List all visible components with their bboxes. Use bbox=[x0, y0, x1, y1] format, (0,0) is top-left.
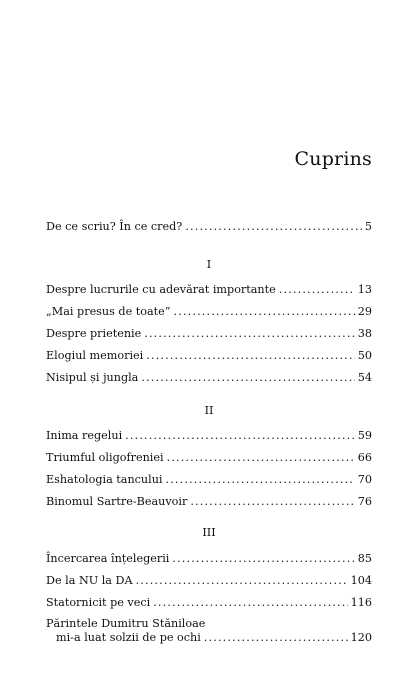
toc-entry-title: De la NU la DA bbox=[46, 574, 133, 587]
toc-entry-title: Încercarea înțelegerii bbox=[46, 552, 170, 565]
dot-leader bbox=[190, 495, 354, 509]
toc-entry bbox=[46, 429, 372, 443]
toc-entry-title: De ce scriu? În ce cred? bbox=[46, 220, 183, 233]
toc-entry bbox=[46, 349, 372, 363]
dot-leader bbox=[174, 305, 355, 319]
toc-entry-title: Statornicit pe veci bbox=[46, 596, 151, 609]
dot-leader bbox=[185, 220, 362, 234]
toc-entry-page: 50 bbox=[357, 349, 372, 362]
toc-entry-page: 116 bbox=[350, 596, 372, 609]
toc-entry bbox=[46, 305, 372, 319]
toc-entry-page: 70 bbox=[357, 473, 372, 486]
toc-entry bbox=[46, 596, 372, 610]
toc-entry-title: Despre lucrurile cu adevărat importante bbox=[46, 283, 276, 296]
toc-entry bbox=[46, 617, 372, 645]
section-heading-2: II bbox=[204, 404, 214, 417]
toc-entry-page: 38 bbox=[357, 327, 372, 340]
dot-leader bbox=[125, 429, 355, 443]
toc-entry-page: 59 bbox=[357, 429, 372, 442]
dot-leader bbox=[144, 327, 355, 341]
toc-entry bbox=[46, 451, 372, 465]
toc-entry-page: 13 bbox=[357, 283, 372, 296]
dot-leader bbox=[172, 552, 354, 566]
toc-entry bbox=[46, 574, 372, 588]
toc-entry-title: Inima regelui bbox=[46, 429, 123, 442]
toc-entry-title: Nisipul și jungla bbox=[46, 371, 139, 384]
toc-entry bbox=[46, 371, 372, 385]
toc-entry-title: Binomul Sartre-Beauvoir bbox=[46, 495, 188, 508]
toc-entry-second-line bbox=[46, 631, 372, 645]
dot-leader bbox=[279, 283, 355, 297]
toc-entry-title: Eshatologia tancului bbox=[46, 473, 163, 486]
page-title: Cuprins bbox=[294, 148, 372, 170]
toc-entry-page: 54 bbox=[357, 371, 372, 384]
toc-entry-page: 104 bbox=[350, 574, 372, 587]
toc-entry-intro bbox=[46, 220, 372, 234]
toc-entry-title-line2: mi-a luat solzii de pe ochi bbox=[56, 631, 201, 644]
section-heading-3: III bbox=[202, 526, 216, 539]
toc-entry-page: 5 bbox=[364, 220, 372, 233]
toc-entry-page: 66 bbox=[357, 451, 372, 464]
dot-leader bbox=[167, 451, 355, 465]
dot-leader bbox=[146, 349, 354, 363]
toc-entry bbox=[46, 327, 372, 341]
dot-leader bbox=[204, 631, 348, 645]
toc-entry bbox=[46, 473, 372, 487]
toc-entry-title-line1: Părintele Dumitru Stăniloae bbox=[46, 617, 206, 630]
dot-leader bbox=[136, 574, 348, 588]
dot-leader bbox=[141, 371, 354, 385]
toc-entry-title: Elogiul memoriei bbox=[46, 349, 144, 362]
dot-leader bbox=[166, 473, 355, 487]
toc-entry bbox=[46, 552, 372, 566]
dot-leader bbox=[153, 596, 347, 610]
toc-entry-page: 120 bbox=[350, 631, 372, 644]
section-heading-1: I bbox=[206, 258, 212, 271]
toc-entry-title: Despre prietenie bbox=[46, 327, 142, 340]
toc-entry-title: „Mai presus de toate” bbox=[46, 305, 171, 318]
toc-entry bbox=[46, 495, 372, 509]
toc-entry bbox=[46, 283, 372, 297]
toc-entry-page: 85 bbox=[357, 552, 372, 565]
toc-entry-title: Triumful oligofreniei bbox=[46, 451, 164, 464]
toc-entry-page: 29 bbox=[357, 305, 372, 318]
toc-entry-page: 76 bbox=[357, 495, 372, 508]
